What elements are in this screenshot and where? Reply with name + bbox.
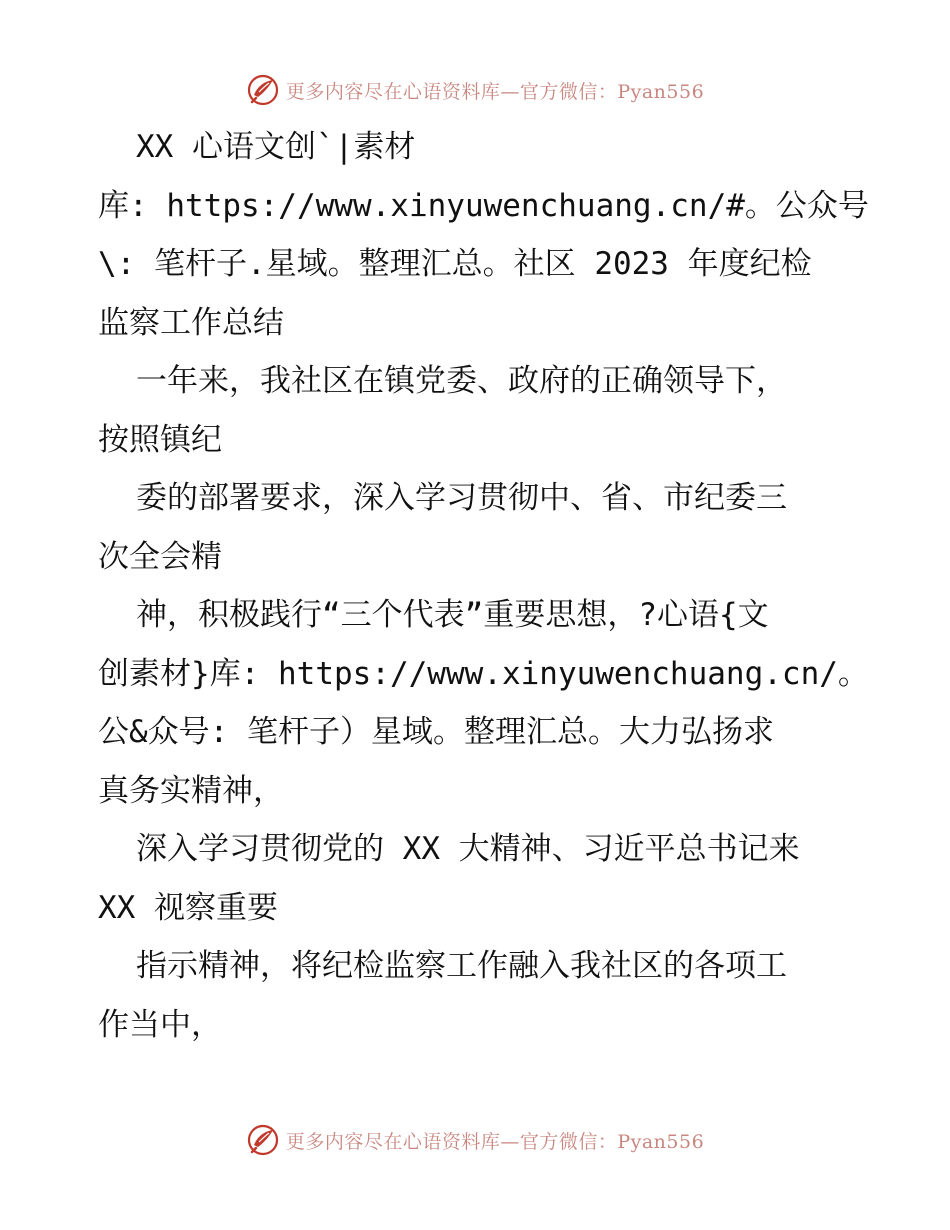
pen-nib-logo-icon	[246, 73, 280, 107]
header-watermark	[0, 70, 950, 110]
text-line: XX 心语文创`|素材	[136, 129, 416, 165]
pen-nib-logo-icon	[246, 1123, 280, 1157]
text-line: 公&众号: 笔杆子）星域。整理汇总。大力弘扬求	[98, 714, 774, 750]
document-body	[98, 118, 869, 1054]
text-line: 委的部署要求，深入学习贯彻中、省、市纪委三	[136, 480, 787, 516]
text-line: 次全会精	[98, 538, 222, 575]
text-line: 神，积极践行“三个代表”重要思想，?心语{文	[136, 597, 769, 633]
text-line: 创素材}库: https://www.xinyuwenchuang.cn/。	[98, 655, 869, 692]
text-line: 作当中，	[98, 1006, 222, 1043]
watermark-text: 更多内容尽在心语资料库—官方微信：Pyan556	[285, 80, 705, 103]
watermark-text: 更多内容尽在心语资料库—官方微信：Pyan556	[285, 1130, 705, 1153]
text-line: 深入学习贯彻党的 XX 大精神、习近平总书记来	[136, 831, 800, 867]
text-line: 按照镇纪	[98, 421, 222, 458]
text-line: 一年来，我社区在镇党委、政府的正确领导下，	[136, 363, 787, 399]
text-line: 监察工作总结	[98, 304, 284, 341]
footer-watermark	[0, 1120, 950, 1160]
text-line: 库: https://www.xinyuwenchuang.cn/#。公众号	[98, 187, 869, 224]
text-line: 指示精神，将纪检监察工作融入我社区的各项工	[136, 948, 787, 984]
text-line: XX 视察重要	[98, 889, 278, 926]
text-line: 真务实精神，	[98, 772, 284, 809]
text-line: \: 笔杆子.星域。整理汇总。社区 2023 年度纪检	[98, 246, 812, 282]
